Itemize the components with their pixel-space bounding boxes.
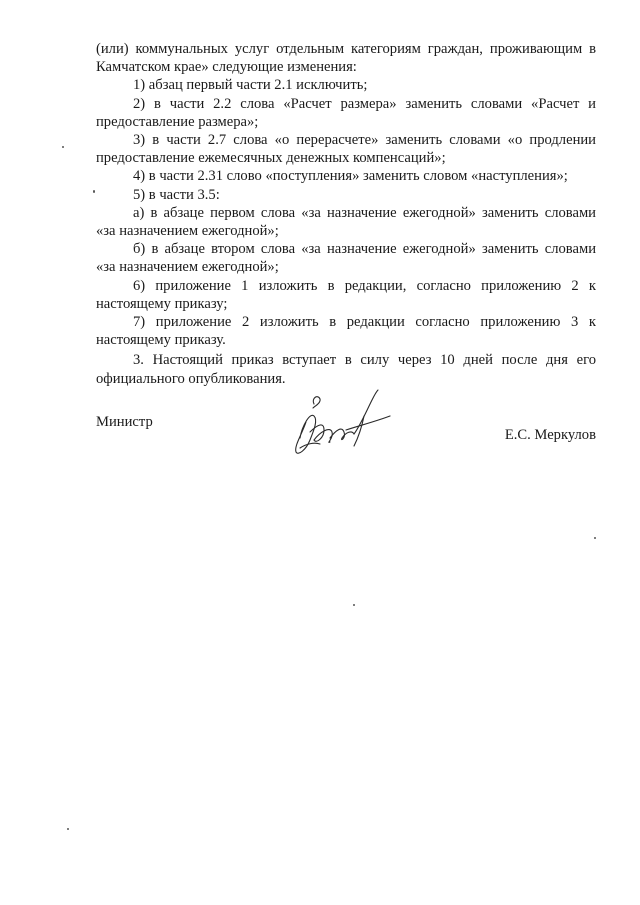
scan-speck	[353, 604, 355, 606]
paragraph-intro: (или) коммунальных услуг отдельным категориям граждан, проживающим в Камчатском крае» следующие изменения:	[96, 41, 596, 76]
paragraph-item-1: 1) абзац первый части 2.1 исключить;	[133, 77, 368, 94]
signatory-title: Министр	[96, 414, 153, 430]
scan-speck	[67, 828, 69, 830]
scan-speck	[93, 190, 95, 193]
scan-speck	[62, 146, 64, 148]
document-body	[96, 40, 596, 388]
handwritten-signature	[284, 382, 396, 462]
signatory-name: Е.С. Меркулов	[504, 427, 596, 443]
paragraph-item-5a: а) в абзаце первом слова «за назначение ежегодной» заменить словами «за назначением ежегодной»;	[96, 204, 596, 240]
paragraph-item-2: 2) в части 2.2 слова «Расчет размера» заменить словами «Расчет и предоставление размера»;	[96, 95, 596, 130]
paragraph-effective-date: 3. Настоящий приказ вступает в силу через 10 дней после дня его официального опубликования.	[96, 352, 596, 387]
paragraph-item-7: 7) приложение 2 изложить в редакции согласно приложению 3 к настоящему приказу.	[96, 314, 596, 349]
scan-speck	[594, 537, 596, 539]
paragraph-item-6: 6) приложение 1 изложить в редакции, согласно приложению 2 к настоящему приказу;	[96, 277, 596, 312]
paragraph-item-3: 3) в части 2.7 слова «о перерасчете» заменить словами «о продлении предоставление ежемесячных денежных компенсаций»;	[96, 132, 596, 167]
paragraph-item-4: 4) в части 2.31 слово «поступления» заменить словом «наступления»;	[133, 168, 568, 185]
paragraph-item-5b: б) в абзаце втором слова «за назначение ежегодной» заменить словами «за назначением ежегодной»;	[96, 241, 596, 276]
paragraph-item-5: 5) в части 3.5:	[133, 186, 220, 203]
